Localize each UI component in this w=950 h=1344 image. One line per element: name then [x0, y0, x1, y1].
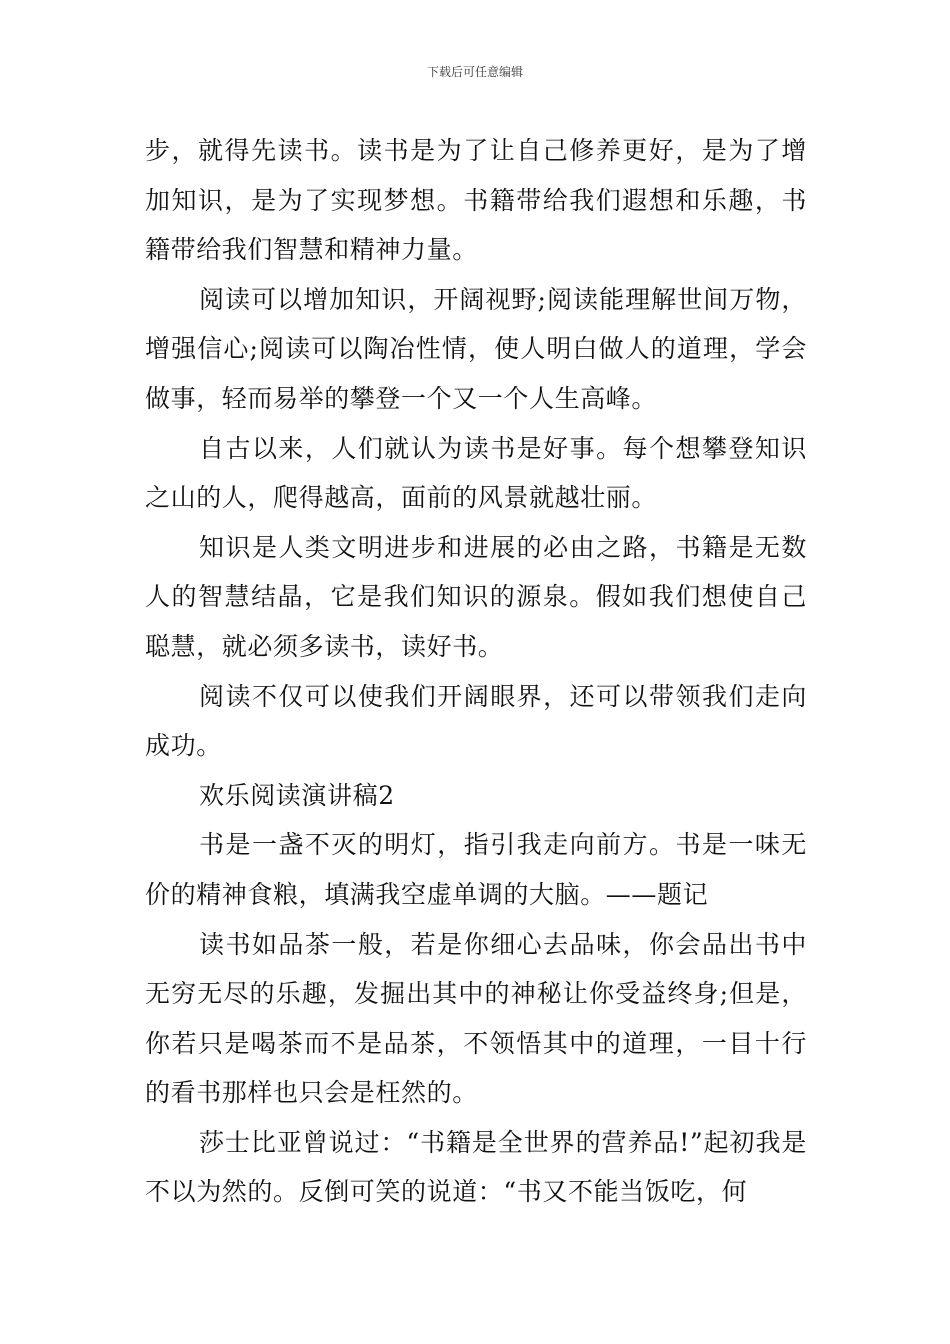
paragraph-epigraph: 书是一盏不灭的明灯，指引我走向前方。书是一味无价的精神食粮，填满我空虚单调的大脑。——题记 — [145, 830, 807, 909]
page-header-note: 下载后可任意编辑 — [426, 65, 523, 79]
paragraph: 自古以来，人们就认为读书是好事。每个想攀登知识之山的人，爬得越高，面前的风景就越壮丽。 — [145, 433, 807, 513]
section-heading: 欢乐阅读演讲稿2 — [199, 780, 395, 810]
paragraph: 阅读不仅可以使我们开阔眼界，还可以带领我们走向成功。 — [145, 681, 807, 761]
paragraph-continued: 步，就得先读书。读书是为了让自己修养更好，是为了增加知识，是为了实现梦想。书籍带给我们遐想和乐趣，书籍带给我们智慧和精神力量。 — [145, 136, 807, 265]
paragraph: 读书如品茶一般，若是你细心去品味，你会品出书中无穷无尽的乐趣，发掘出其中的神秘让你受益终身;但是，你若只是喝茶而不是品茶，不领悟其中的道理，一目十行的看书那样也只会是枉然的。 — [145, 929, 807, 1108]
document-body — [145, 126, 807, 1217]
paragraph: 阅读可以增加知识，开阔视野;阅读能理解世间万物，增强信心;阅读可以陶冶性情，使人明白做人的道理，学会做事，轻而易举的攀登一个又一个人生高峰。 — [145, 284, 807, 413]
paragraph: 莎士比亚曾说过：“书籍是全世界的营养品!”起初我是不以为然的。反倒可笑的说道：“书又不能当饭吃，何 — [145, 1127, 807, 1207]
paragraph: 知识是人类文明进步和进展的必由之路，书籍是无数人的智慧结晶，它是我们知识的源泉。假如我们想使自己聪慧，就必须多读书，读好书。 — [145, 532, 807, 661]
